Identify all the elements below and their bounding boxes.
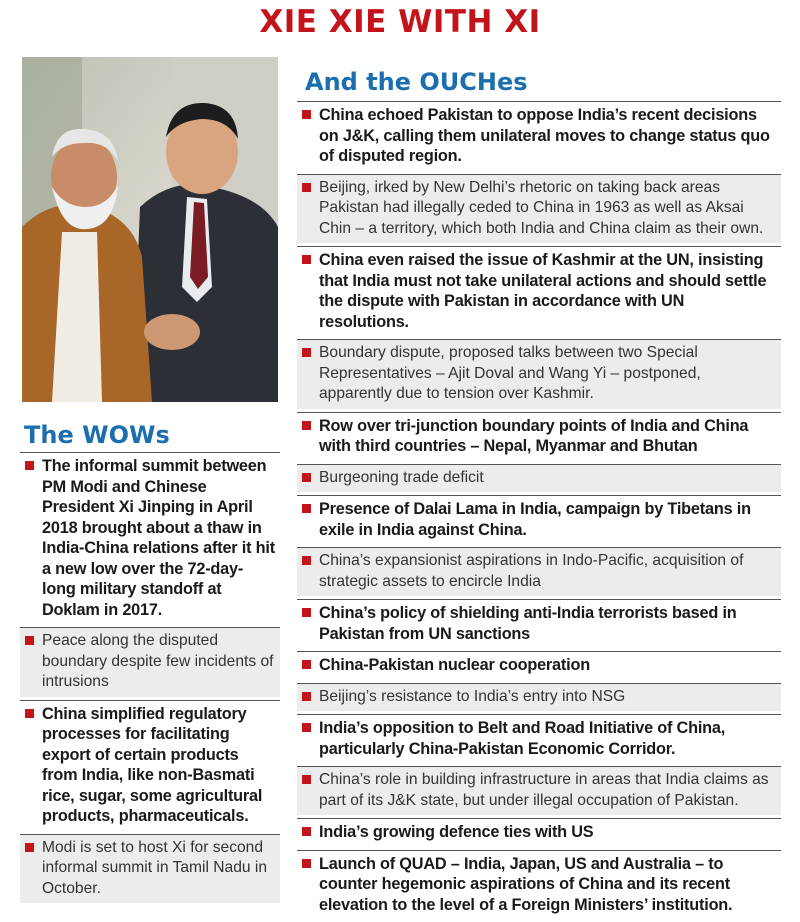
bullet-square-icon (302, 608, 311, 617)
ouches-list (297, 101, 781, 922)
list-item (297, 599, 781, 648)
list-item (20, 627, 280, 697)
list-item (297, 464, 781, 493)
bullet-square-icon (25, 843, 34, 852)
bullet-square-icon (25, 709, 34, 718)
list-item (297, 174, 781, 244)
list-item-text: China’s role in building infrastructure in areas that India claims as part of its J&K state, but under illegal occupation of Pakistan. (319, 771, 769, 809)
bullet-square-icon (302, 110, 311, 119)
list-item-text: China echoed Pakistan to oppose India’s recent decisions on J&K, calling them unilateral moves to change status quo of disputed region. (319, 106, 770, 165)
list-item-text: China’s policy of shielding anti-India terrorists based in Pakistan from UN sanctions (319, 604, 737, 643)
list-item (297, 651, 781, 680)
list-item (297, 495, 781, 544)
bullet-square-icon (302, 859, 311, 868)
bullet-square-icon (302, 473, 311, 482)
bullet-square-icon (302, 183, 311, 192)
bullet-square-icon (302, 660, 311, 669)
list-item (297, 412, 781, 461)
bullet-square-icon (302, 421, 311, 430)
bullet-square-icon (302, 255, 311, 264)
list-item (297, 850, 781, 920)
list-item (297, 101, 781, 171)
wows-list (20, 452, 280, 906)
bullet-square-icon (25, 636, 34, 645)
list-item-text: Peace along the disputed boundary despite few incidents of intrusions (42, 632, 274, 690)
list-item-text: China’s expansionist aspirations in Indo-Pacific, acquisition of strategic assets to encircle India (319, 552, 744, 590)
wows-heading: The WOWs (24, 421, 170, 449)
bullet-square-icon (302, 348, 311, 357)
list-item (20, 834, 280, 904)
bullet-square-icon (25, 461, 34, 470)
bullet-square-icon (302, 692, 311, 701)
leaders-photo (22, 57, 278, 402)
list-item-text: Beijing’s resistance to India’s entry into NSG (319, 687, 626, 705)
ouches-heading: And the OUCHes (305, 68, 528, 96)
bullet-square-icon (302, 504, 311, 513)
list-item (297, 714, 781, 763)
list-item-text: Burgeoning trade deficit (319, 468, 484, 486)
list-item-text: The informal summit between PM Modi and Chinese President Xi Jinping in April 2018 brought about a thaw in India-China relations after it hit a new low over the 72-day-long military standoff at Doklam in 2017. (42, 457, 275, 619)
list-item-text: Presence of Dalai Lama in India, campaign by Tibetans in exile in India against China. (319, 500, 751, 539)
bullet-square-icon (302, 827, 311, 836)
list-item (297, 246, 781, 336)
leaders-photo-illustration (22, 57, 278, 402)
bullet-square-icon (302, 723, 311, 732)
list-item-text: China simplified regulatory processes for facilitating export of certain products from India, like non-Basmati rice, sugar, some agricultural products, pharmaceuticals. (42, 704, 263, 825)
list-item-text: Beijing, irked by New Delhi’s rhetoric on taking back areas Pakistan had illegally ceded to China in 1963 as well as Aksai Chin – a territory, which both India and China claim as their own. (319, 178, 764, 237)
list-item-text: India’s growing defence ties with US (319, 823, 594, 841)
list-item-text: Modi is set to host Xi for second informal summit in Tamil Nadu in October. (42, 838, 268, 897)
list-item (20, 700, 280, 831)
list-item-text: China even raised the issue of Kashmir at the UN, insisting that India must not take unilateral actions and should settle the dispute with Pakistan in accordance with UN resolutions. (319, 251, 767, 331)
list-item-text: China-Pakistan nuclear cooperation (319, 656, 590, 674)
list-item (20, 452, 280, 624)
list-item (297, 766, 781, 815)
list-item-text: Row over tri-junction boundary points of India and China with third countries – Nepal, Myanmar and Bhutan (319, 416, 749, 455)
list-item-text: Launch of QUAD – India, Japan, US and Australia – to counter hegemonic aspirations of China and its recent elevation to the level of a Foreign Ministers’ institution. (319, 854, 733, 914)
page-title: XIE XIE WITH XI (259, 4, 541, 40)
list-item-text: India’s opposition to Belt and Road Initiative of China, particularly China-Pakistan Economic Corridor. (319, 719, 726, 758)
bullet-square-icon (302, 775, 311, 784)
list-item (297, 818, 781, 847)
list-item (297, 547, 781, 596)
list-item-text: Boundary dispute, proposed talks between two Special Representatives – Ajit Doval and Wang Yi – postponed, apparently due to tension over Kashmir. (319, 344, 701, 402)
list-item (297, 339, 781, 409)
list-item (297, 683, 781, 712)
bullet-square-icon (302, 556, 311, 565)
